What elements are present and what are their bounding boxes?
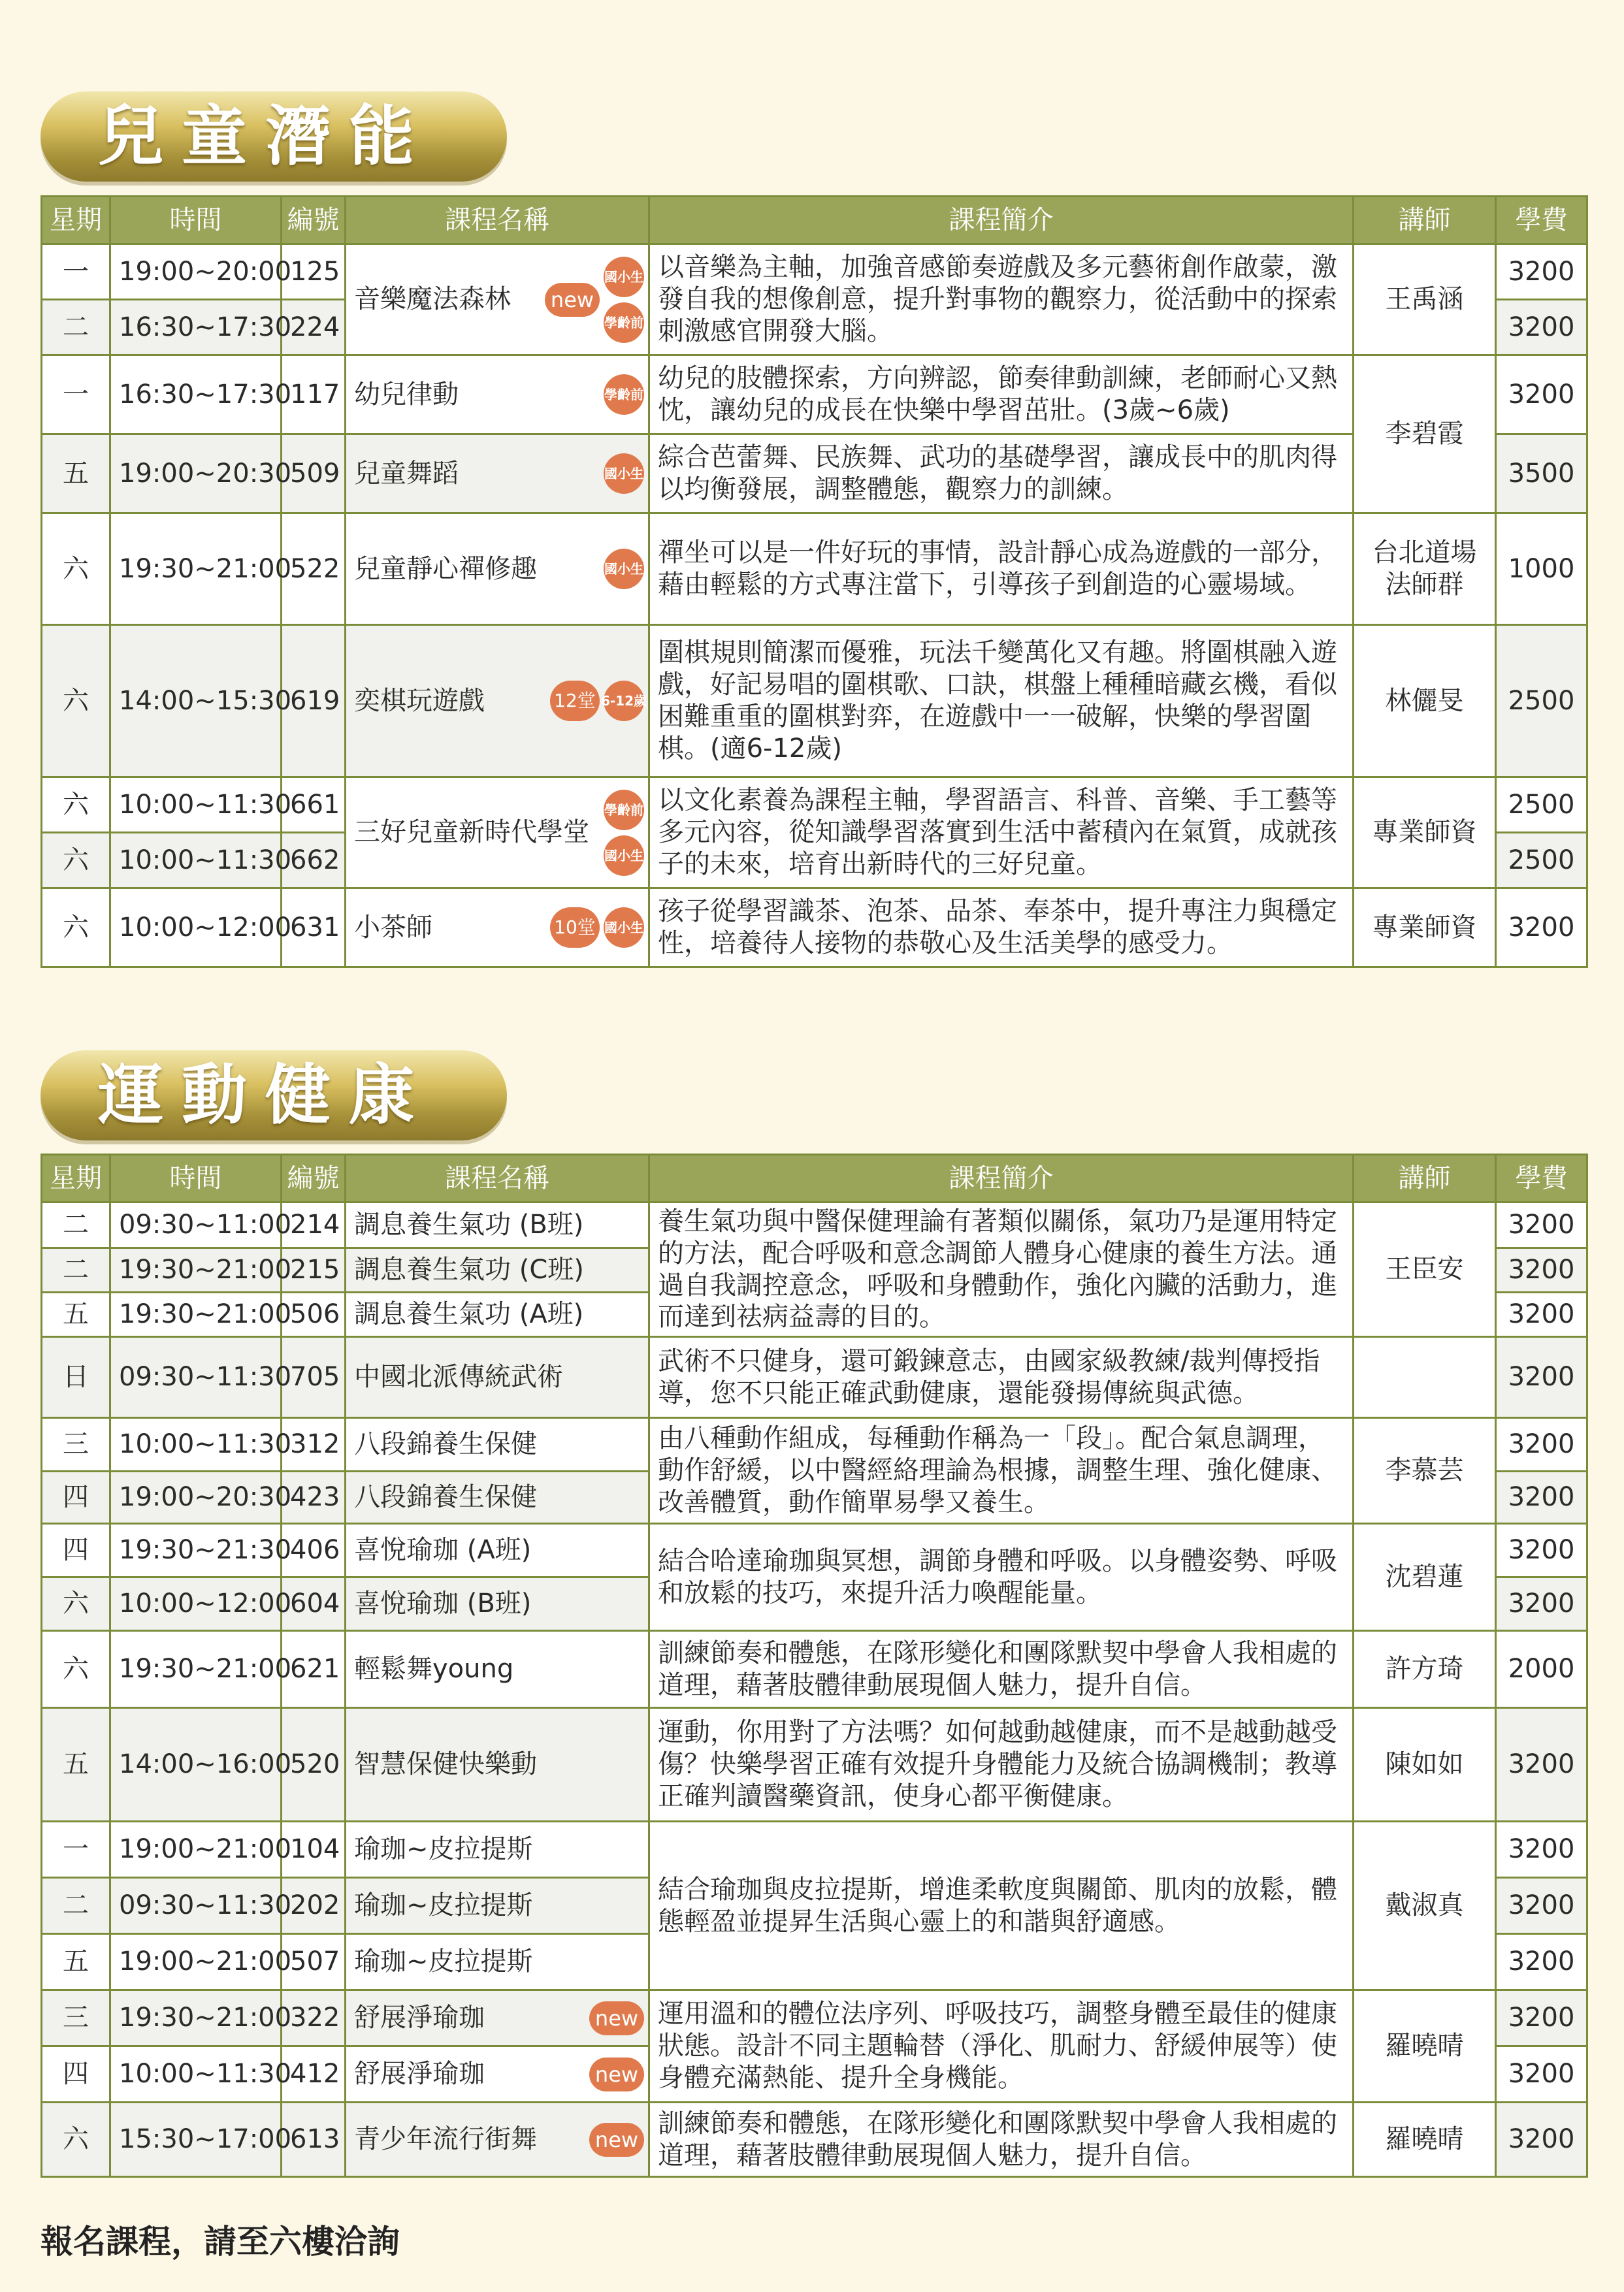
instructor-cell: 李碧霞 (1354, 355, 1496, 513)
section-title-kids (41, 91, 507, 182)
code-cell: 224 (282, 300, 346, 355)
code-cell: 215 (282, 1248, 346, 1293)
table-row (42, 1708, 1587, 1822)
code-cell: 662 (282, 833, 346, 888)
course-name: 幼兒律動 (354, 379, 459, 410)
code-cell: 509 (282, 434, 346, 513)
time-cell: 10:00~11:30 (110, 777, 282, 833)
desc-cell: 武術不只健身，還可鍛鍊意志，由國家級教練/裁判傳授指導，您不只能正確武動健康，還能發揚傳統與武德。 (649, 1337, 1354, 1418)
age-badge: 國小生 (604, 907, 644, 948)
fee-cell: 3200 (1496, 1524, 1587, 1577)
course-name-cell: 瑜珈~皮拉提斯 (346, 1822, 649, 1878)
instructor-cell: 沈碧蓮 (1354, 1524, 1496, 1631)
code-cell: 125 (282, 244, 346, 300)
time-cell: 19:00~20:30 (110, 1472, 282, 1524)
header-name: 課程名稱 (346, 197, 649, 244)
day-cell: 六 (42, 513, 110, 625)
code-cell: 613 (282, 2103, 346, 2177)
fee-cell: 3200 (1496, 1472, 1587, 1524)
time-cell: 10:00~12:00 (110, 1577, 282, 1631)
desc-cell: 養生氣功與中醫保健理論有著類似關係，氣功乃是運用特定的方法，配合呼吸和意念調節人體身心健康的養生方法。通過自我調控意念，呼吸和身體動作，強化內臟的活動力，進而達到祛病益壽的目的。 (649, 1202, 1354, 1337)
course-name-cell: 瑜珈~皮拉提斯 (346, 1934, 649, 1990)
day-cell: 三 (42, 1418, 110, 1472)
tag-group (550, 907, 644, 948)
fee-cell: 2000 (1496, 1631, 1587, 1708)
day-cell: 五 (42, 434, 110, 513)
new-badge: new (545, 283, 600, 317)
course-name: 舒展淨瑜珈 (354, 2059, 485, 2090)
header-desc: 課程簡介 (649, 1155, 1354, 1202)
code-cell: 312 (282, 1418, 346, 1472)
tag-group (550, 681, 647, 721)
day-cell: 二 (42, 1202, 110, 1248)
time-cell: 19:00~20:30 (110, 434, 282, 513)
instructor-cell: 羅曉晴 (1354, 1990, 1496, 2103)
time-cell: 19:30~21:00 (110, 1248, 282, 1293)
age-badge: 學齡前 (604, 302, 644, 343)
tag-group (589, 2058, 644, 2091)
instructor-cell: 專業師資 (1354, 777, 1496, 888)
tag-group (604, 549, 644, 589)
instructor-cell: 李慕芸 (1354, 1418, 1496, 1524)
time-cell: 16:30~17:30 (110, 355, 282, 434)
day-cell: 一 (42, 244, 110, 300)
desc-cell: 幼兒的肢體探索，方向辨認，節奏律動訓練，老師耐心又熱忱，讓幼兒的成長在快樂中學習茁壯。(3歲~6歲) (649, 355, 1354, 434)
course-name: 三好兒童新時代學堂 (354, 817, 589, 848)
instructor-cell: 許方琦 (1354, 1631, 1496, 1708)
fee-cell: 3200 (1496, 2103, 1587, 2177)
header-fee: 學費 (1496, 197, 1587, 244)
fee-cell: 3200 (1496, 244, 1587, 300)
fee-cell: 3200 (1496, 888, 1587, 967)
table-header-row (42, 1155, 1587, 1202)
desc-cell: 由八種動作組成，每種動作稱為一「段」。配合氣息調理，動作舒緩，以中醫經絡理論為根據，調整生理、強化健康、改善體質，動作簡單易學又養生。 (649, 1418, 1354, 1524)
desc-cell: 運用溫和的體位法序列、呼吸技巧，調整身體至最佳的健康狀態。設計不同主題輪替（淨化、肌耐力、舒緩伸展等）使身體充滿熱能、提升全身機能。 (649, 1990, 1354, 2103)
age-badge: 國小生 (604, 549, 644, 589)
time-cell: 19:00~20:00 (110, 244, 282, 300)
table-row (42, 1337, 1587, 1418)
section-title-text: 兒童潛能 (98, 98, 432, 174)
time-cell: 16:30~17:30 (110, 300, 282, 355)
section-title-text: 運動健康 (98, 1057, 432, 1133)
course-name-cell: 輕鬆舞young (346, 1631, 649, 1708)
desc-cell: 以文化素養為課程主軸，學習語言、科普、音樂、手工藝等多元內容，從知識學習落實到生活中蓄積內在氣質，成就孩子的未來，培育出新時代的三好兒童。 (649, 777, 1354, 888)
time-cell: 15:30~17:00 (110, 2103, 282, 2177)
fee-cell: 3200 (1496, 1337, 1587, 1418)
time-cell: 09:30~11:00 (110, 1202, 282, 1248)
desc-cell: 以音樂為主軸，加強音感節奏遊戲及多元藝術創作啟蒙，激發自我的想像創意，提升對事物的觀察力，從活動中的探索刺激感官開發大腦。 (649, 244, 1354, 355)
desc-cell: 孩子從學習識茶、泡茶、品茶、奉茶中，提升專注力與穩定性，培養待人接物的恭敬心及生活美學的感受力。 (649, 888, 1354, 967)
sports-course-table (41, 1154, 1588, 2178)
course-name-cell: 瑜珈~皮拉提斯 (346, 1878, 649, 1934)
table-row (42, 625, 1587, 777)
time-cell: 19:30~21:00 (110, 1293, 282, 1337)
table-row (42, 1418, 1587, 1472)
code-cell: 506 (282, 1293, 346, 1337)
instructor-cell: 王臣安 (1354, 1202, 1496, 1337)
day-cell: 五 (42, 1934, 110, 1990)
time-cell: 10:00~11:30 (110, 1418, 282, 1472)
fee-cell: 1000 (1496, 513, 1587, 625)
fee-cell: 3200 (1496, 1708, 1587, 1822)
table-header-row (42, 197, 1587, 244)
time-cell: 09:30~11:30 (110, 1337, 282, 1418)
day-cell: 一 (42, 355, 110, 434)
day-cell: 四 (42, 1472, 110, 1524)
fee-cell: 3200 (1496, 1934, 1587, 1990)
course-name-cell (346, 888, 649, 967)
tag-group (545, 257, 644, 343)
course-name-cell (346, 2046, 649, 2103)
age-badge: 學齡前 (604, 374, 644, 415)
day-cell: 六 (42, 625, 110, 777)
day-cell: 五 (42, 1293, 110, 1337)
age-badge: 國小生 (604, 835, 644, 876)
course-name: 兒童靜心禪修趣 (354, 553, 537, 584)
table-row (42, 1990, 1587, 2046)
instructor-cell: 陳如如 (1354, 1708, 1496, 1822)
day-cell: 二 (42, 300, 110, 355)
header-inst: 講師 (1354, 197, 1496, 244)
fee-cell: 2500 (1496, 625, 1587, 777)
code-cell: 621 (282, 1631, 346, 1708)
time-cell: 19:30~21:00 (110, 1631, 282, 1708)
age-badge: 國小生 (604, 453, 644, 494)
course-name-cell (346, 355, 649, 434)
course-name-cell: 八段錦養生保健 (346, 1418, 649, 1472)
code-cell: 522 (282, 513, 346, 625)
course-name: 奕棋玩遊戲 (354, 685, 485, 716)
fee-cell: 3200 (1496, 1990, 1587, 2046)
code-cell: 104 (282, 1822, 346, 1878)
course-name: 舒展淨瑜珈 (354, 2003, 485, 2033)
course-name-cell: 喜悅瑜珈 (A班) (346, 1524, 649, 1577)
header-desc: 課程簡介 (649, 197, 1354, 244)
day-cell: 六 (42, 777, 110, 833)
fee-cell: 3200 (1496, 1878, 1587, 1934)
fee-cell: 3200 (1496, 1202, 1587, 1248)
day-cell: 四 (42, 1524, 110, 1577)
time-cell: 19:00~21:00 (110, 1934, 282, 1990)
time-cell: 10:00~11:30 (110, 2046, 282, 2103)
day-cell: 日 (42, 1337, 110, 1418)
course-name-cell: 調息養生氣功 (B班) (346, 1202, 649, 1248)
course-name-cell: 中國北派傳統武術 (346, 1337, 649, 1418)
fee-cell: 3200 (1496, 2046, 1587, 2103)
desc-cell: 運動，你用對了方法嗎？如何越動越健康，而不是越動越受傷？快樂學習正確有效提升身體能力及統合協調機制；教導正確判讀醫藥資訊，使身心都平衡健康。 (649, 1708, 1354, 1822)
table-row (42, 2103, 1587, 2177)
code-cell: 214 (282, 1202, 346, 1248)
day-cell: 六 (42, 1577, 110, 1631)
course-name: 兒童舞蹈 (354, 458, 459, 489)
day-cell: 一 (42, 1822, 110, 1878)
fee-cell: 2500 (1496, 777, 1587, 833)
registration-note: 報名課程，請至六樓洽詢 (41, 2223, 400, 2261)
header-time: 時間 (110, 1155, 282, 1202)
code-cell: 412 (282, 2046, 346, 2103)
code-cell: 661 (282, 777, 346, 833)
course-name-cell: 智慧保健快樂動 (346, 1708, 649, 1822)
code-cell: 406 (282, 1524, 346, 1577)
course-name: 青少年流行街舞 (354, 2124, 537, 2155)
header-day: 星期 (42, 1155, 110, 1202)
desc-cell: 訓練節奏和體態，在隊形變化和團隊默契中學會人我相處的道理，藉著肢體律動展現個人魅力，提升自信。 (649, 1631, 1354, 1708)
fee-cell: 3200 (1496, 1822, 1587, 1878)
day-cell: 六 (42, 2103, 110, 2177)
table-row (42, 1524, 1587, 1577)
tag-group (589, 2123, 644, 2157)
table-row (42, 777, 1587, 833)
time-cell: 10:00~12:00 (110, 888, 282, 967)
fee-cell: 3200 (1496, 1577, 1587, 1631)
course-name-cell (346, 777, 649, 888)
time-cell: 19:30~21:00 (110, 513, 282, 625)
tag-group (589, 2001, 644, 2035)
course-name-cell (346, 434, 649, 513)
instructor-cell: 羅曉晴 (1354, 2103, 1496, 2177)
tag-group (604, 374, 644, 415)
instructor-cell: 戴淑真 (1354, 1822, 1496, 1990)
time-cell: 14:00~15:30 (110, 625, 282, 777)
header-name: 課程名稱 (346, 1155, 649, 1202)
fee-cell: 3500 (1496, 434, 1587, 513)
age-badge: 6-12歲 (604, 681, 644, 721)
table-row (42, 1822, 1587, 1878)
desc-cell: 禪坐可以是一件好玩的事情，設計靜心成為遊戲的一部分，藉由輕鬆的方式專注當下，引導孩子到創造的心靈場域。 (649, 513, 1354, 625)
time-cell: 19:30~21:00 (110, 1990, 282, 2046)
time-cell: 19:30~21:30 (110, 1524, 282, 1577)
day-cell: 六 (42, 833, 110, 888)
course-name-cell: 調息養生氣功 (C班) (346, 1248, 649, 1293)
header-code: 編號 (282, 1155, 346, 1202)
code-cell: 619 (282, 625, 346, 777)
desc-cell: 綜合芭蕾舞、民族舞、武功的基礎學習，讓成長中的肌肉得以均衡發展，調整體態，觀察力的訓練。 (649, 434, 1354, 513)
sessions-badge: 12堂 (550, 681, 600, 721)
course-name-cell (346, 244, 649, 355)
header-fee: 學費 (1496, 1155, 1587, 1202)
code-cell: 520 (282, 1708, 346, 1822)
tag-group (604, 790, 644, 876)
code-cell: 705 (282, 1337, 346, 1418)
new-badge: new (589, 2058, 644, 2091)
instructor-cell: 王禹涵 (1354, 244, 1496, 355)
code-cell: 631 (282, 888, 346, 967)
table-row (42, 1631, 1587, 1708)
day-cell: 六 (42, 1631, 110, 1708)
instructor-cell: 林儷旻 (1354, 625, 1496, 777)
day-cell: 二 (42, 1248, 110, 1293)
fee-cell: 3200 (1496, 1293, 1587, 1337)
day-cell: 四 (42, 2046, 110, 2103)
tag-group (604, 453, 644, 494)
new-badge: new (589, 2123, 644, 2157)
header-inst: 講師 (1354, 1155, 1496, 1202)
fee-cell: 3200 (1496, 355, 1587, 434)
desc-cell: 訓練節奏和體態，在隊形變化和團隊默契中學會人我相處的道理，藉著肢體律動展現個人魅力，提升自信。 (649, 2103, 1354, 2177)
course-name-cell: 喜悅瑜珈 (B班) (346, 1577, 649, 1631)
table-row (42, 1202, 1587, 1248)
instructor-cell (1354, 1337, 1496, 1418)
day-cell: 三 (42, 1990, 110, 2046)
code-cell: 423 (282, 1472, 346, 1524)
course-name: 小茶師 (354, 912, 432, 943)
day-cell: 六 (42, 888, 110, 967)
table-row (42, 244, 1587, 300)
course-name-cell: 調息養生氣功 (A班) (346, 1293, 649, 1337)
table-row (42, 513, 1587, 625)
course-name-cell (346, 2103, 649, 2177)
fee-cell: 3200 (1496, 1248, 1587, 1293)
new-badge: new (589, 2001, 644, 2035)
code-cell: 322 (282, 1990, 346, 2046)
age-badge: 國小生 (604, 257, 644, 297)
time-cell: 09:30~11:30 (110, 1878, 282, 1934)
header-day: 星期 (42, 197, 110, 244)
table-row (42, 355, 1587, 434)
code-cell: 117 (282, 355, 346, 434)
course-name-cell (346, 1990, 649, 2046)
course-name: 音樂魔法森林 (354, 284, 511, 315)
course-name-cell: 八段錦養生保健 (346, 1472, 649, 1524)
desc-cell: 圍棋規則簡潔而優雅，玩法千變萬化又有趣。將圍棋融入遊戲，好記易唱的圍棋歌、口訣，棋盤上種種暗藏玄機，看似困難重重的圍棋對弈，在遊戲中一一破解，快樂的學習圍棋。(適6-12歲) (649, 625, 1354, 777)
kids-course-table (41, 195, 1588, 968)
time-cell: 19:00~21:00 (110, 1822, 282, 1878)
fee-cell: 3200 (1496, 1418, 1587, 1472)
table-row (42, 888, 1587, 967)
code-cell: 604 (282, 1577, 346, 1631)
code-cell: 202 (282, 1878, 346, 1934)
section-title-sports (41, 1050, 507, 1140)
instructor-cell: 台北道場法師群 (1354, 513, 1496, 625)
desc-cell: 結合瑜珈與皮拉提斯，增進柔軟度與關節、肌肉的放鬆，體態輕盈並提昇生活與心靈上的和諧與舒適感。 (649, 1822, 1354, 1990)
header-code: 編號 (282, 197, 346, 244)
sessions-badge: 10堂 (550, 907, 600, 948)
code-cell: 507 (282, 1934, 346, 1990)
fee-cell: 3200 (1496, 300, 1587, 355)
age-badge: 學齡前 (604, 790, 644, 830)
time-cell: 14:00~16:00 (110, 1708, 282, 1822)
course-name-cell (346, 513, 649, 625)
desc-cell: 結合哈達瑜珈與冥想，調節身體和呼吸。以身體姿勢、呼吸和放鬆的技巧，來提升活力喚醒能量。 (649, 1524, 1354, 1631)
course-name-cell (346, 625, 649, 777)
day-cell: 五 (42, 1708, 110, 1822)
time-cell: 10:00~11:30 (110, 833, 282, 888)
day-cell: 二 (42, 1878, 110, 1934)
fee-cell: 2500 (1496, 833, 1587, 888)
instructor-cell: 專業師資 (1354, 888, 1496, 967)
header-time: 時間 (110, 197, 282, 244)
